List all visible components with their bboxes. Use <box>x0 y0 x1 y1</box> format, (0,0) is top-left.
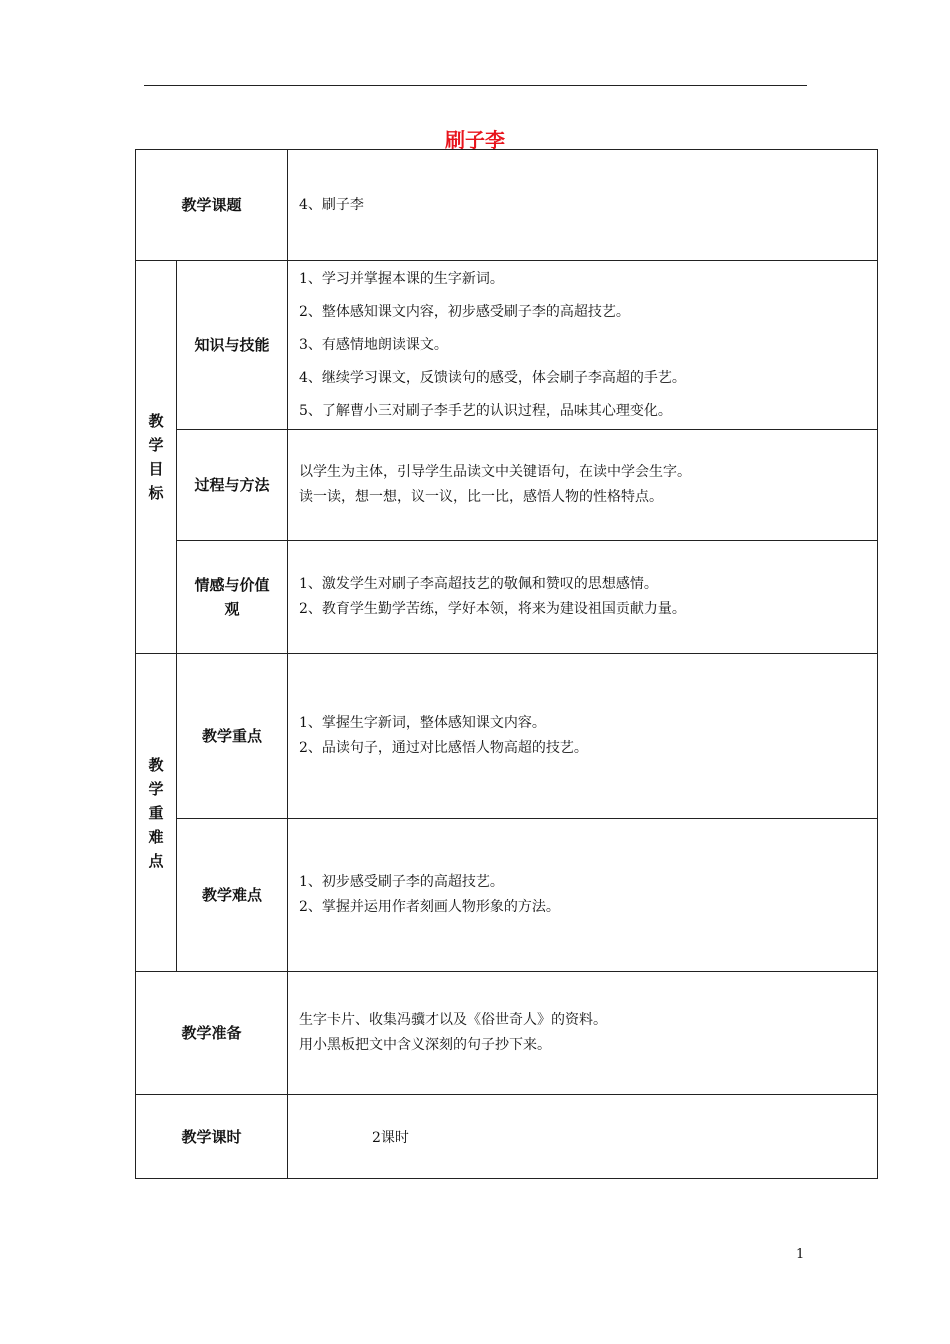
key-points-char: 难 <box>148 827 164 846</box>
emotion-item: 1、激发学生对刷子李高超技艺的敬佩和赞叹的思想感情。 <box>299 576 658 592</box>
preparation-row <box>136 972 878 1095</box>
hours-value: 2课时 <box>288 1095 878 1179</box>
goals-char: 标 <box>148 484 164 502</box>
knowledge-row <box>136 261 878 430</box>
key-points-char: 教 <box>148 755 164 774</box>
process-row <box>136 430 878 541</box>
emotion-label <box>177 541 288 654</box>
topic-label: 教学课题 <box>136 150 288 261</box>
focus-row <box>136 654 878 819</box>
focus-content <box>288 654 878 819</box>
emotion-content <box>288 541 878 654</box>
lesson-plan-table <box>135 149 878 1179</box>
knowledge-content <box>288 261 878 430</box>
goals-char: 教 <box>148 412 164 430</box>
difficulty-content <box>288 819 878 972</box>
difficulty-item: 1、初步感受刷子李的高超技艺。 <box>299 874 504 890</box>
knowledge-item: 3、有感情地朗读课文。 <box>299 336 448 353</box>
key-points-char: 学 <box>148 779 164 798</box>
difficulty-row <box>136 819 878 972</box>
focus-item: 2、品读句子，通过对比感悟人物高超的技艺。 <box>299 740 588 756</box>
hours-label: 教学课时 <box>136 1095 288 1179</box>
document-title: 刷子李 <box>445 128 505 152</box>
emotion-row <box>136 541 878 654</box>
preparation-label: 教学准备 <box>136 972 288 1095</box>
topic-row <box>136 150 878 261</box>
emotion-label-line: 情感与价值 <box>194 576 270 594</box>
preparation-content <box>288 972 878 1095</box>
goals-char: 目 <box>148 460 164 478</box>
difficulty-label: 教学难点 <box>177 819 288 972</box>
focus-label: 教学重点 <box>177 654 288 819</box>
hours-row <box>136 1095 878 1179</box>
knowledge-item: 1、学习并掌握本课的生字新词。 <box>299 270 504 287</box>
preparation-item: 用小黑板把文中含义深刻的句子抄下来。 <box>299 1037 552 1053</box>
page-number: 1 <box>796 1247 805 1262</box>
header-rule <box>144 85 807 86</box>
key-points-char: 重 <box>148 803 164 822</box>
process-item: 以学生为主体，引导学生品读文中关键语句，在读中学会生字。 <box>299 464 692 480</box>
topic-value: 4、刷子李 <box>288 150 878 261</box>
difficulty-item: 2、掌握并运用作者刻画人物形象的方法。 <box>299 899 560 915</box>
goals-group-label <box>136 261 177 654</box>
key-points-char: 点 <box>148 851 164 870</box>
process-label: 过程与方法 <box>177 430 288 541</box>
focus-item: 1、掌握生字新词，整体感知课文内容。 <box>299 715 546 731</box>
process-item: 读一读，想一想，议一议，比一比，感悟人物的性格特点。 <box>299 489 664 505</box>
process-content <box>288 430 878 541</box>
knowledge-item: 4、继续学习课文，反馈读句的感受，体会刷子李高超的手艺。 <box>299 369 686 386</box>
knowledge-item: 2、整体感知课文内容，初步感受刷子李的高超技艺。 <box>299 303 630 320</box>
knowledge-item: 5、了解曹小三对刷子李手艺的认识过程，品味其心理变化。 <box>299 402 672 419</box>
knowledge-label: 知识与技能 <box>177 261 288 430</box>
key-points-group-label <box>136 654 177 972</box>
goals-char: 学 <box>148 436 164 454</box>
emotion-item: 2、教育学生勤学苦练，学好本领，将来为建设祖国贡献力量。 <box>299 601 686 617</box>
preparation-item: 生字卡片、收集冯骥才以及《俗世奇人》的资料。 <box>299 1012 608 1028</box>
emotion-label-line: 观 <box>224 600 240 618</box>
